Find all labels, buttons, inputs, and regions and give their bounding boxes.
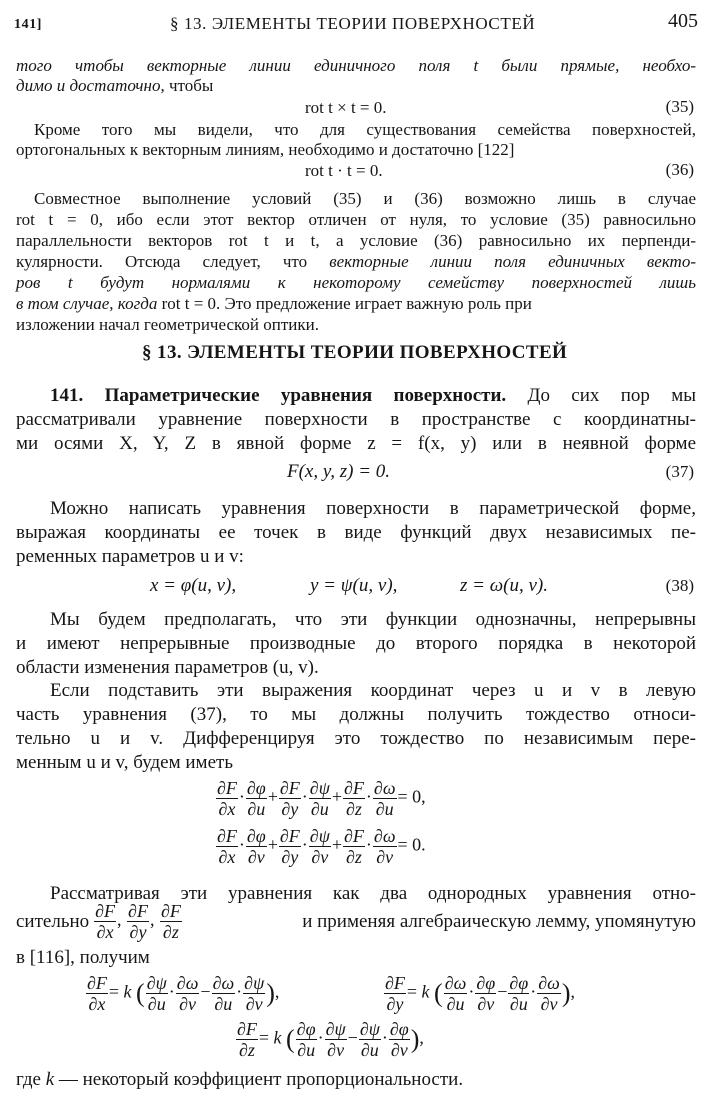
header-section-ref: 141] [14,17,43,32]
last-k: k [45,1069,55,1090]
eq37-formula: F(x, y, z) = 0. [287,461,391,482]
p2-line1: Кроме того мы видели, что для существования семейства поверхностей, [34,120,696,139]
frac: $\frac{\partial\varphi}{\partial v}$ [389,1019,409,1060]
p3-line6-plain: rot t = 0. Это предложение играет важную роль при [157,294,532,313]
last-prefix: где [16,1069,41,1090]
frac: $\frac{\partial\psi}{\partial v}$ [309,826,330,867]
p7-line2-end: и применяя алгебраическую лемму, упомянутую [302,910,696,932]
last-line [16,1068,463,1092]
frac: $\frac{\partial\omega}{\partial v}$ [176,973,199,1014]
frac: $\frac{\partial\varphi}{\partial u}$ [509,973,529,1014]
frac: $\frac{\partial\omega}{\partial v}$ [373,826,396,867]
frac: $\frac{\partial\psi}{\partial u}$ [146,973,167,1014]
p3-line6 [16,293,532,315]
p4-line2: выражая координаты ее точек в виде функций двух независимых пе- [16,522,696,543]
p7-line2-start: сительно [16,910,90,932]
p1-line2-italic: димо и достаточно, [16,76,165,95]
frac: $\frac{\partial\psi}{\partial u}$ [359,1019,380,1060]
section-title: § 13. ЭЛЕМЕНТЫ ТЕОРИИ ПОВЕРХНОСТЕЙ [142,342,568,363]
running-header-title: § 13. ЭЛЕМЕНТЫ ТЕОРИИ ПОВЕРХНОСТЕЙ [170,14,536,33]
page-number: 405 [668,10,698,32]
p7-line1: Рассматривая эти уравнения как два однородных уравнения отно- [50,883,696,904]
frac: $\frac{\partial\varphi}{\partial v}$ [476,973,496,1014]
p3-line3: параллельности векторов rot t и t, а условие (36) равносильно их перпенди- [16,231,696,250]
frac: $\frac{\partial\omega}{\partial u}$ [444,973,467,1014]
eq38-x: x = φ(u, v), [150,575,237,596]
frac: $\frac{\partial F}{\partial z}$ [344,826,364,867]
frac: $\frac{\partial F}{\partial y}$ [128,901,148,942]
result-dFdz: $\frac{\partial F}{\partial z}$ = k ( $\frac{\partial\varphi}{\partial u}$ · $\frac{\partial\psi}{\partial v}$ − $\frac{\partial\psi}{\partial u}$ · $\frac{\partial\varphi}{\partial v}$ ), [237,1019,424,1060]
p3-line4 [16,251,696,273]
p3-line2: rot t = 0, ибо если этот вектор отличен от нуля, то условие (35) равносильно [16,210,696,229]
result-dFdx: $\frac{\partial F}{\partial x}$ = k ( $\frac{\partial\psi}{\partial u}$ · $\frac{\partial\omega}{\partial v}$ − $\frac{\partial\omega}{\partial u}$ · $\frac{\partial\psi}{\partial v}$ ), [87,973,280,1014]
frac: $\frac{\partial\psi}{\partial v}$ [244,973,265,1014]
frac: $\frac{\partial F}{\partial x}$ [217,778,237,819]
frac: $\frac{\partial F}{\partial z}$ [237,1019,257,1060]
p6-line2: часть уравнения (37), то мы должны получить тождество относи- [16,704,696,725]
coef-k: k [273,1027,282,1048]
frac: $\frac{\partial\psi}{\partial u}$ [309,778,330,819]
p1-line2-rest: чтобы [164,76,214,95]
eq38-y: y = ψ(u, v), [310,575,398,596]
p3-line1: Совместное выполнение условий (35) и (36) возможно лишь в случае [34,189,696,208]
frac: $\frac{\partial F}{\partial z}$ [160,901,181,942]
p6-line4: менным u и v, будем иметь [16,752,233,773]
frac: $\frac{\partial F}{\partial z}$ [344,778,364,819]
frac: $\frac{\partial F}{\partial x}$ [95,901,116,942]
frac: $\frac{\partial\omega}{\partial u}$ [373,778,396,819]
p5-line3: области изменения параметров (u, v). [16,657,319,678]
frac: $\frac{\partial\varphi}{\partial u}$ [246,778,266,819]
eq38-number: (38) [665,576,694,595]
eq36-number: (36) [665,160,694,179]
diff-equation-u: $\frac{\partial F}{\partial x}$ · $\frac{\partial\varphi}{\partial u}$ + $\frac{\partial F}{\partial y}$ · $\frac{\partial\psi}{\partial u}$ + $\frac{\partial F}{\partial z}$ · $\frac{\partial\omega}{\partial u}$ = 0, [217,778,426,819]
frac: $\frac{\partial\varphi}{\partial v}$ [246,826,266,867]
p4-line3: ременных параметров u и v: [16,546,244,567]
p1-line2 [16,75,213,97]
p3-line5: ров t будут нормалями к некоторому семейству поверхностей лишь [16,273,696,292]
p3-line4-plain: кулярности. Отсюда следует, что [16,252,330,271]
equation-end: = 0. [397,834,426,855]
frac: $\frac{\partial\varphi}{\partial u}$ [296,1019,316,1060]
frac: $\frac{\partial\omega}{\partial v}$ [538,973,560,1014]
frac: $\frac{\partial F}{\partial x}$ [217,826,237,867]
eq38-z: z = ω(u, v). [460,575,548,596]
s141-line2: рассматривали уравнение поверхности в пространстве с координатны- [16,409,696,430]
p6-line1: Если подставить эти выражения координат через u и v в левую [50,680,696,701]
p6-line3: тельно u и v. Дифференцируя это тождество по независимым пере- [16,728,696,749]
p2-line2: ортогональных к векторным линиям, необходимо и достаточно [122] [16,140,515,159]
diff-equation-v: $\frac{\partial F}{\partial x}$ · $\frac{\partial\varphi}{\partial v}$ + $\frac{\partial F}{\partial y}$ · $\frac{\partial\psi}{\partial v}$ + $\frac{\partial F}{\partial z}$ · $\frac{\partial\omega}{\partial v}$ = 0. [217,826,426,867]
eq37-number: (37) [665,462,694,481]
last-text: — некоторый коэффициент пропорциональности. [58,1069,464,1090]
frac: $\frac{\partial\omega}{\partial u}$ [212,973,235,1014]
p7-inline-fractions: $\frac{\partial F}{\partial x}$ , $\frac{\partial F}{\partial y}$ , $\frac{\partial F}{\partial z}$ [95,901,181,942]
frac: $\frac{\partial F}{\partial x}$ [87,973,107,1014]
frac: $\frac{\partial\psi}{\partial v}$ [325,1019,346,1060]
coef-k: k [123,981,132,1002]
p3-line4-italic: векторные линии поля единичных векто- [329,252,696,271]
s141-line1 [50,384,696,408]
p7-line3: в [116], получим [16,947,150,968]
frac: $\frac{\partial F}{\partial y}$ [279,778,300,819]
result-dFdy: $\frac{\partial F}{\partial y}$ = k ( $\frac{\partial\omega}{\partial u}$ · $\frac{\partial\varphi}{\partial v}$ − $\frac{\partial\varphi}{\partial u}$ · $\frac{\partial\omega}{\partial v}$ ), [385,973,575,1014]
eq35-formula: rot t × t = 0. [305,98,387,117]
p4-line1: Можно написать уравнения поверхности в параметрической форме, [50,498,696,519]
p5-line1: Мы будем предполагать, что эти функции однозначны, непрерывны [50,609,696,630]
s141-line3: ми осями X, Y, Z в явной форме z = f(x, y) или в неявной форме [16,433,696,454]
p5-line2: и имеют непрерывные производные до второго порядка в некоторой [16,633,696,654]
s141-heading: 141. Параметрические уравнения поверхности. [50,385,507,406]
coef-k: k [421,981,430,1002]
eq35-number: (35) [665,97,694,116]
s141-line1-rest: До сих пор мы [506,385,696,406]
eq36-formula: rot t · t = 0. [305,161,383,180]
p7-line2 [16,902,696,941]
p1-line1: того чтобы векторные линии единичного поля t были прямые, необхо- [16,56,696,75]
frac: $\frac{\partial F}{\partial y}$ [385,973,405,1014]
p3-line7: изложении начал геометрической оптики. [16,315,319,334]
equation-end: = 0, [397,786,426,807]
frac: $\frac{\partial F}{\partial y}$ [279,826,300,867]
p3-line6-italic: в том случае, когда [16,294,158,313]
